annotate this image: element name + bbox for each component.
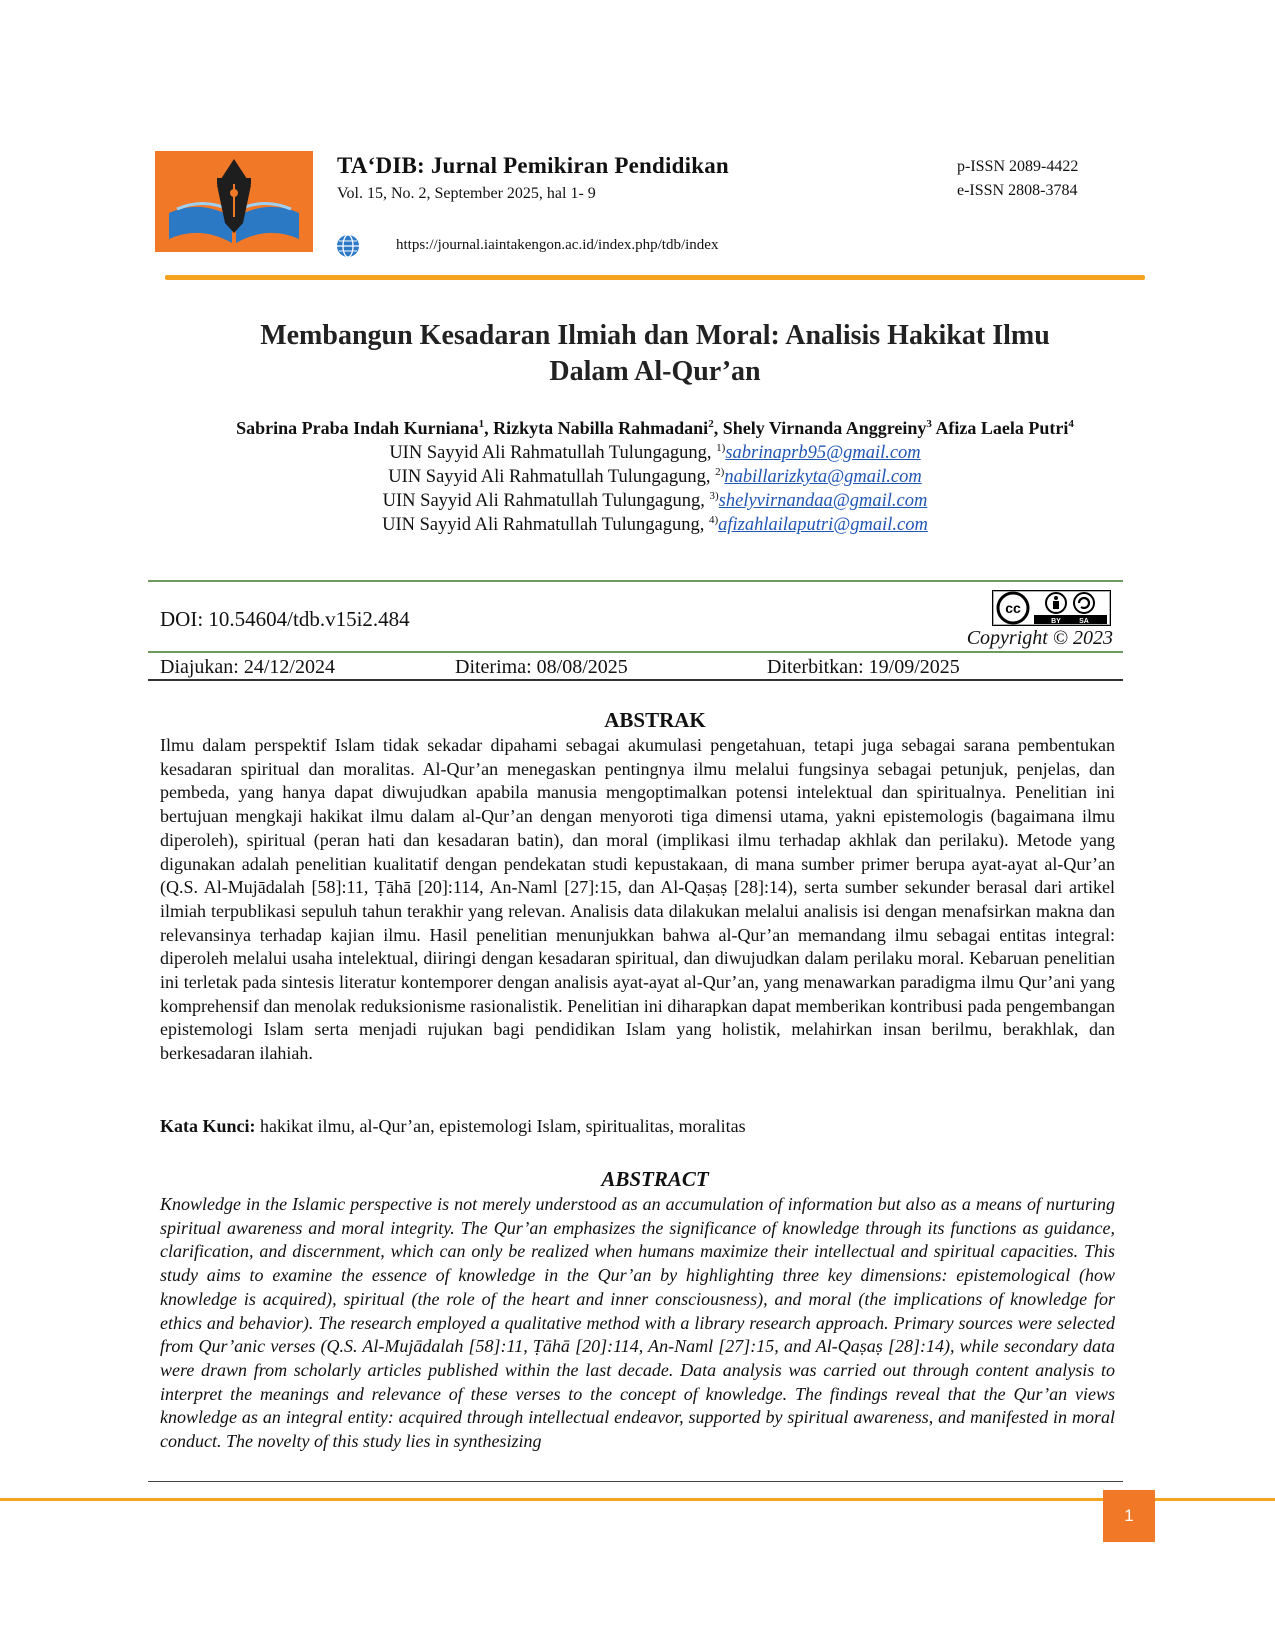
affiliation-institution: UIN Sayyid Ali Rahmatullah Tulungagung, (382, 491, 710, 512)
affiliation-sup: 1) (716, 442, 726, 454)
journal-url-link[interactable]: https://journal.iaintakengon.ac.id/index.php/tdb/index (396, 237, 719, 253)
body-bottom-rule (148, 1481, 1123, 1482)
author-sup: 2 (708, 418, 714, 430)
keywords (160, 1116, 746, 1137)
by-label: BY (1051, 618, 1061, 625)
author-sup: 4 (1068, 418, 1074, 430)
cc-by-sa-license-icon[interactable] (992, 590, 1111, 626)
journal-logo (155, 151, 313, 252)
affiliation-line (140, 514, 1170, 536)
author-sup: 1 (478, 418, 485, 430)
title-line-1: Membangun Kesadaran Ilmiah dan Moral: Analisis Hakikat Ilmu (260, 320, 1050, 351)
author-sup: 3 (926, 418, 932, 430)
author-email-link[interactable]: afizahlailaputri@gmail.com (718, 515, 928, 536)
author-name: Afiza Laela Putri (935, 418, 1069, 438)
issn-block (957, 155, 1078, 203)
affiliation-line (140, 466, 1170, 488)
header-divider (165, 275, 1145, 280)
journal-name: TA‘DIB: Jurnal Pemikiran Pendidikan (337, 153, 729, 178)
author-name: Shely Virnanda Anggreiny (722, 418, 927, 438)
affiliation-sup: 2) (715, 466, 725, 478)
title-line-2: Dalam Al-Qur’an (549, 356, 761, 387)
author-list (140, 418, 1170, 439)
date-submitted: Diajukan: 24/12/2024 (160, 656, 335, 678)
page-number: 1 (1103, 1490, 1155, 1542)
affiliation-institution: UIN Sayyid Ali Rahmatullah Tulungagung, (382, 515, 709, 536)
affiliation-institution: UIN Sayyid Ali Rahmatullah Tulungagung, (388, 467, 716, 488)
doi: DOI: 10.54604/tdb.v15i2.484 (160, 607, 410, 631)
abstrak-body: Ilmu dalam perspektif Islam tidak sekadar dipahami sebagai akumulasi pengetahuan, tetapi juga sebagai sarana pembentukan kesadaran spiritual dan moralitas. Al-Qur’an menegaskan pentingnya ilmu melalui fungsinya sebagai petunjuk, penjelas, dan pembeda, yang hanya dapat diwujudkan apabila manusia mengoptimalkan potensi intelektual dan spiritualnya. Penelitian ini bertujuan mengkaji hakikat ilmu dalam al-Qur’an dengan menyoroti tiga dimensi utama, yakni epistemologis (bagaimana ilmu diperoleh), spiritual (peran hati dan kesadaran batin), dan moral (implikasi ilmu terhadap akhlak dan perilaku). Metode yang digunakan adalah penelitian kualitatif dengan pendekatan studi kepustakaan, di mana sumber primer berupa ayat-ayat al-Qur’an (Q.S. Al-Mujādalah [58]:11, Ṭāhā [20]:114, An-Naml [27]:15, dan Al-Qaṣaṣ [28]:14), serta sumber sekunder berasal dari artikel ilmiah terpublikasi sepuluh tahun terakhir yang relevan. Analisis data dilakukan melalui analisis isi dengan menafsirkan makna dan relevansinya terhadap kajian ilmu. Hasil penelitian menunjukkan bahwa al-Qur’an memandang ilmu sebagai entitas integral: diperoleh melalui usaha intelektual, diiringi dengan kesadaran spiritual, dan diwujudkan dalam perilaku moral. Kebaruan penelitian ini terletak pada sintesis literatur kontemporer dengan analisis ayat-ayat al-Qur’an, yang menawarkan paradigma ilmu Qur’ani yang komprehensif dan menolak reduksionisme rasionalistik. Penelitian ini diharapkan dapat memberikan kontribusi pada pengembangan epistemologi Islam serta menjadi rujukan bagi pendidikan Islam yang holistik, melahirkan insan berilmu, berakhlak, dan berkesadaran ilahiah. (160, 735, 1115, 1064)
article-title (140, 318, 1170, 390)
affiliation-line (140, 442, 1170, 464)
e-issn: e-ISSN 2808-3784 (957, 182, 1078, 199)
footer-divider (0, 1498, 1275, 1501)
keywords-label: Kata Kunci: (160, 1116, 256, 1136)
author-email-link[interactable]: shelyvirnandaa@gmail.com (718, 491, 928, 512)
abstract-body: Knowledge in the Islamic perspective is not merely understood as an accumulation of information but also as a means of nurturing spiritual awareness and moral integrity. The Qur’an emphasizes the significance of knowledge through its functions as guidance, clarification, and discernment, which can only be realized when humans maximize their intellectual and spiritual capacities. This study aims to examine the essence of knowledge in the Qur’an by highlighting three key dimensions: epistemological (how knowledge is acquired), spiritual (the role of the heart and inner consciousness), and moral (the implications of knowledge for ethics and behavior). The research employed a qualitative method with a library research approach. Primary sources were selected from Qur’anic verses (Q.S. Al-Mujādalah [58]:11, Ṭāhā [20]:114, An-Naml [27]:15, and Al-Qaṣaṣ [28]:14), while secondary data were drawn from scholarly articles published within the last decade. Data analysis was carried out through content analysis to interpret the meanings and relevance of these verses to the concept of knowledge. The findings reveal that the Qur’an views knowledge as an integral entity: acquired through intellectual endeavor, supported by spiritual awareness, and manifested in moral conduct. The novelty of this study lies in synthesizing (160, 1194, 1115, 1452)
cc-label: cc (1005, 600, 1021, 616)
info-bottom-rule (148, 679, 1123, 681)
journal-volume: Vol. 15, No. 2, September 2025, hal 1- 9 (337, 185, 596, 202)
author-name: Sabrina Praba Indah Kurniana (236, 418, 479, 438)
info-top-rule (148, 580, 1123, 582)
copyright-notice: Copyright © 2023 (966, 627, 1113, 649)
p-issn: p-ISSN 2089-4422 (957, 158, 1079, 175)
sa-label: SA (1079, 618, 1089, 625)
author-name: Rizkyta Nabilla Rahmadani (493, 418, 709, 438)
author-email-link[interactable]: nabillarizkyta@gmail.com (724, 467, 922, 488)
date-published: Diterbitkan: 19/09/2025 (767, 656, 960, 678)
keywords-list: hakikat ilmu, al-Qur’an, epistemologi Islam, spiritualitas, moralitas (255, 1116, 746, 1136)
author-sep: , (484, 418, 494, 438)
globe-icon (336, 234, 360, 258)
affiliation-sup: 3) (709, 490, 719, 502)
abstract-heading: ABSTRACT (601, 1167, 709, 1191)
book-pen-logo-icon (155, 151, 313, 252)
affiliation-line (140, 490, 1170, 512)
info-mid-rule (148, 651, 1123, 653)
abstrak-heading: ABSTRAK (604, 708, 706, 732)
affiliation-institution: UIN Sayyid Ali Rahmatullah Tulungagung, (389, 443, 717, 464)
date-accepted: Diterima: 08/08/2025 (455, 656, 628, 678)
author-sep: , (713, 418, 723, 438)
affiliation-sup: 4) (708, 514, 719, 526)
author-email-link[interactable]: sabrinaprb95@gmail.com (725, 443, 921, 464)
